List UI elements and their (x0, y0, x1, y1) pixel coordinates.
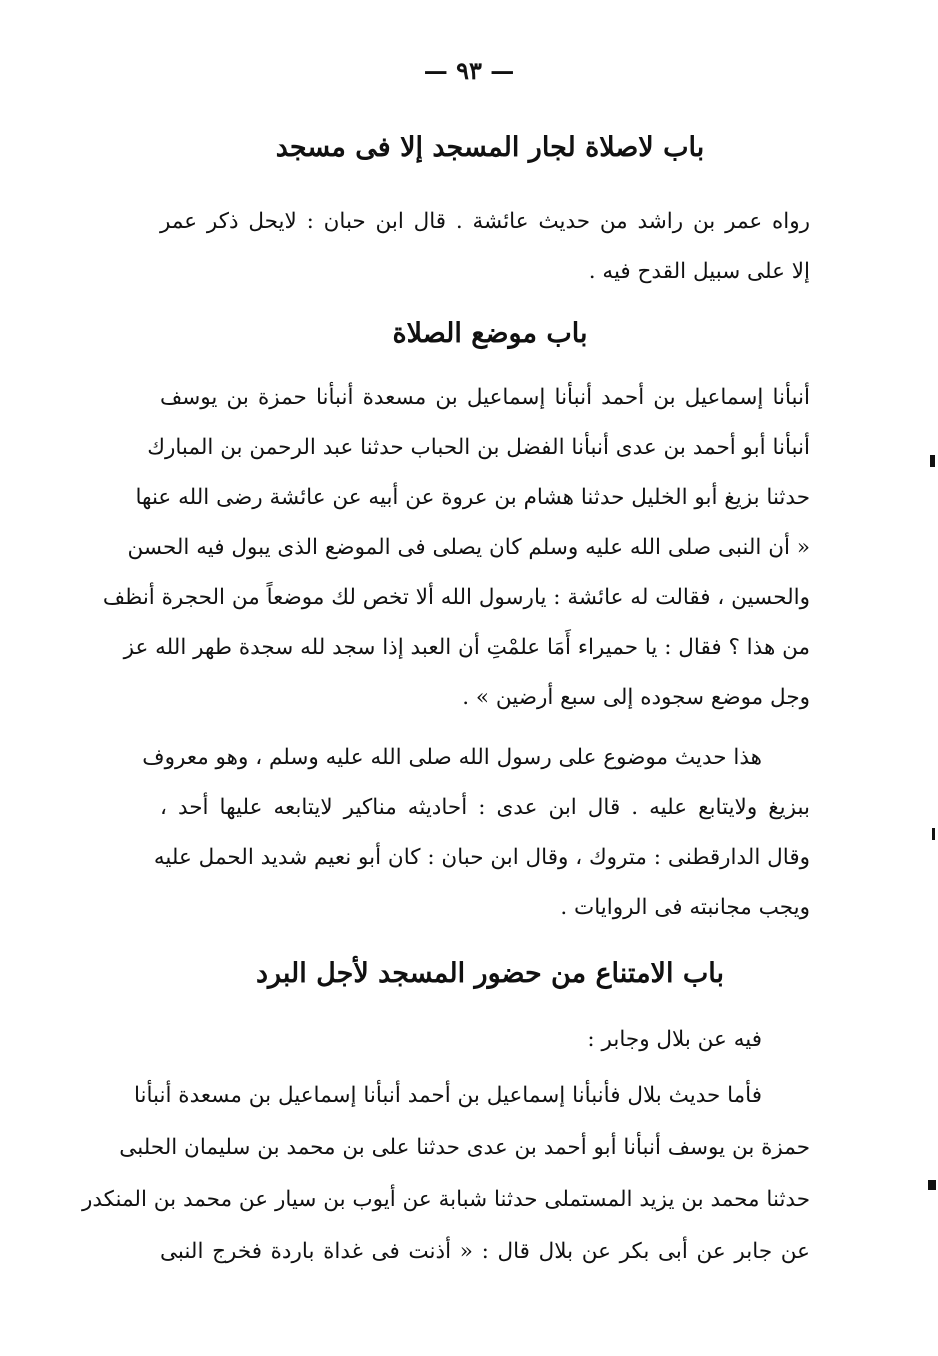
text-line: إلا على سبيل القدح فيه . (588, 259, 810, 284)
section-heading: باب موضع الصلاة (392, 318, 588, 349)
section-heading: باب الامتناع من حضور المسجد لأجل البرد (255, 958, 725, 989)
text-line: وقال الدارقطنى : متروك ، وقال ابن حبان : كان أبو نعيم شديد الحمل عليه (153, 845, 810, 870)
text-line: وجل موضع سجوده إلى سبع أرضين » . (462, 685, 810, 710)
scan-edge-mark (930, 455, 935, 467)
text-line: رواه عمر بن راشد من حديث عائشة . قال ابن حبان : لايحل ذكر عمر (160, 209, 810, 234)
text-line: حمزة بن يوسف أنبأنا أبو أحمد بن عدى حدثنا على بن محمد بن سليمان الحلبى (119, 1135, 810, 1160)
text-line: فأما حديث بلال فأنبأنا إسماعيل بن أحمد أنبأنا إسماعيل بن مسعدة أنبأنا (133, 1083, 762, 1108)
text-line: ويجب مجانبته فى الروايات . (560, 895, 810, 920)
text-line: « أن النبى صلى الله عليه وسلم كان يصلى فى الموضع الذى يبول فيه الحسن (127, 535, 810, 560)
text-line: حدثنا محمد بن يزيد المستملى حدثنا شبابة عن أيوب بن سيار عن محمد بن المنكدر (81, 1187, 810, 1212)
text-line: أنبأنا أبو أحمد بن عدى أنبأنا الفضل بن الحباب حدثنا عبد الرحمن بن المبارك (147, 435, 810, 460)
text-line: عن جابر عن أبى بكر عن بلال قال : « أذنت فى غداة باردة فخرج النبى (160, 1239, 810, 1264)
scan-edge-mark (928, 1180, 936, 1190)
text-line: فيه عن بلال وجابر : (587, 1027, 762, 1052)
section-heading: باب لاصلاة لجار المسجد إلا فى مسجد (275, 132, 705, 163)
text-line: ببزيغ ولايتابع عليه . قال ابن عدى : أحاديثه مناكير لايتابعه عليها أحد ، (160, 795, 810, 820)
text-line: والحسين ، فقالت له عائشة : يارسول الله ألا تخص لك موضعاً من الحجرة أنظف (102, 585, 810, 610)
text-line: هذا حديث موضوع على رسول الله صلى الله عليه وسلم ، وهو معروف (142, 745, 762, 770)
page-number: — ٩٣ — (423, 56, 515, 85)
text-line: أنبأنا إسماعيل بن أحمد أنبأنا إسماعيل بن مسعدة أنبأنا حمزة بن يوسف (160, 385, 810, 410)
text-line: حدثنا بزيغ أبو الخليل حدثنا هشام بن عروة عن أبيه عن عائشة رضى الله عنها (135, 485, 810, 510)
text-line: من هذا ؟ فقال : يا حميراء أَمَا علمْتِ أن العبد إذا سجد لله سجدة طهر الله عز (123, 635, 810, 660)
scan-edge-mark (932, 828, 935, 840)
